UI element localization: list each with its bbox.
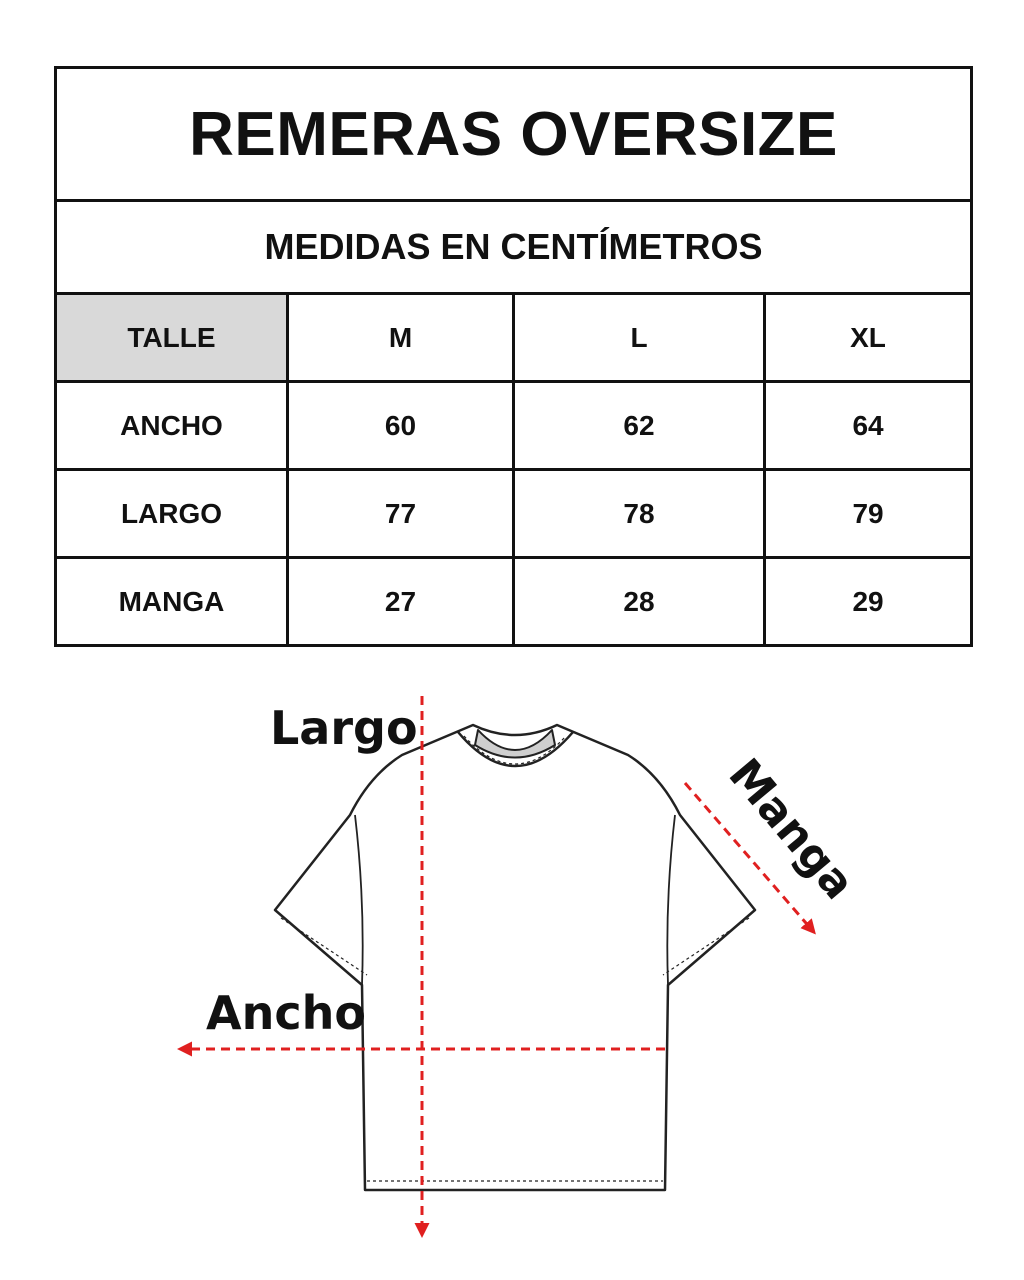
table-cell: 62 [514, 382, 765, 470]
table-cell: 27 [288, 558, 514, 646]
ancho-label: Ancho [206, 986, 366, 1040]
title-row [56, 68, 972, 201]
header-size-xl: XL [765, 294, 972, 382]
table-cell: 78 [514, 470, 765, 558]
tshirt-icon [275, 725, 755, 1190]
manga-label: Manga [718, 749, 865, 910]
table-header-row [56, 294, 972, 382]
table-cell: 77 [288, 470, 514, 558]
subtitle-row [56, 201, 972, 294]
page-title: REMERAS OVERSIZE [56, 68, 972, 201]
table-row [56, 470, 972, 558]
table-row [56, 558, 972, 646]
header-size-m: M [288, 294, 514, 382]
table-cell: 29 [765, 558, 972, 646]
row-label-ancho: ANCHO [56, 382, 288, 470]
page-subtitle: MEDIDAS EN CENTÍMETROS [56, 201, 972, 294]
largo-label: Largo [270, 701, 418, 755]
header-size-l: L [514, 294, 765, 382]
table-cell: 28 [514, 558, 765, 646]
size-chart-table [54, 66, 973, 647]
table-row [56, 382, 972, 470]
header-talle: TALLE [56, 294, 288, 382]
table-cell: 79 [765, 470, 972, 558]
row-label-largo: LARGO [56, 470, 288, 558]
table-cell: 60 [288, 382, 514, 470]
row-label-manga: MANGA [56, 558, 288, 646]
tshirt-measurement-diagram [0, 650, 1024, 1280]
table-cell: 64 [765, 382, 972, 470]
